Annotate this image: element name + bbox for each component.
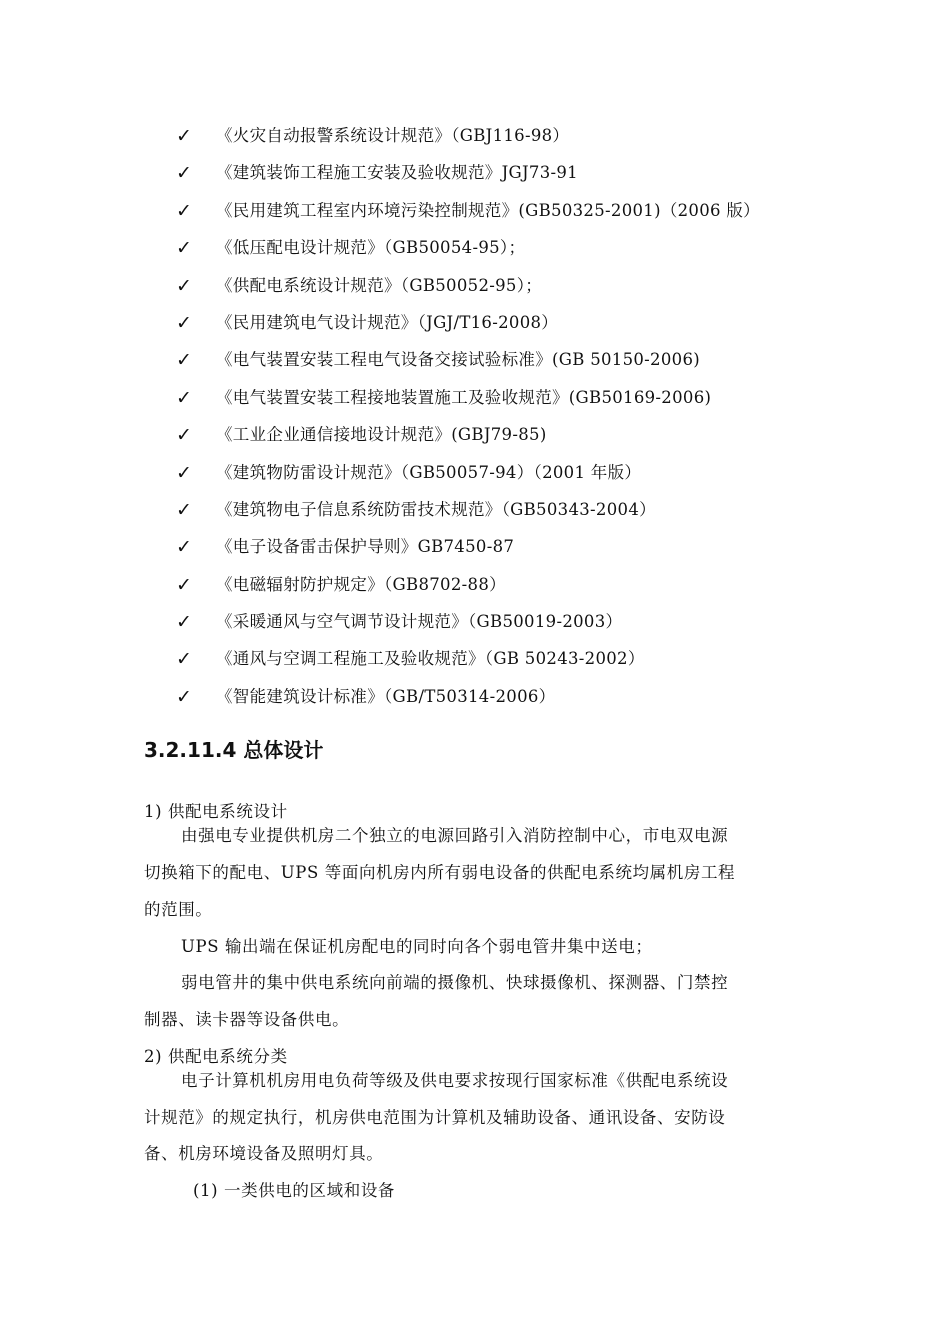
check-icon: ✓ [176,648,192,671]
paragraph-line: 弱电管井的集中供电系统向前端的摄像机、快球摄像机、探测器、门禁控 [181,973,729,992]
list-item [0,193,950,230]
section-heading: 3.2.11.4 总体设计 [144,738,324,762]
paragraph-line: 制器、读卡器等设备供电。 [144,1010,350,1029]
sub-item-title: (1) 一类供电的区域和设备 [193,1181,396,1200]
standard-text: 《电磁辐射防护规定》（GB8702-88） [216,574,506,594]
list-item [0,380,950,417]
check-icon: ✓ [176,611,192,634]
check-icon: ✓ [176,685,192,708]
list-item [0,155,950,192]
list-item [0,118,950,155]
list-item [0,604,950,641]
paragraph-line: 备、机房环境设备及照明灯具。 [144,1144,384,1163]
check-icon: ✓ [176,311,192,334]
standard-text: 《通风与空调工程施工及验收规范》（GB 50243-2002） [216,649,645,669]
check-icon: ✓ [176,125,192,147]
check-icon: ✓ [176,237,192,260]
check-icon: ✓ [176,461,192,484]
standard-text: 《电气装置安装工程电气设备交接试验标准》(GB 50150-2006) [216,350,700,370]
check-icon: ✓ [176,498,192,521]
standard-text: 《建筑装饰工程施工安装及验收规范》JGJ73-91 [216,163,578,183]
list-item [0,529,950,566]
paragraph-line: 切换箱下的配电、UPS 等面向机房内所有弱电设备的供配电系统均属机房工程 [144,863,736,882]
check-icon: ✓ [176,274,192,297]
paragraph-line: UPS 输出端在保证机房配电的同时向各个弱电管井集中送电； [181,937,653,956]
standard-text: 《工业企业通信接地设计规范》(GBJ79-85) [216,425,547,445]
standard-text: 《建筑物电子信息系统防雷技术规范》（GB50343-2004） [216,499,656,519]
standard-text: 《智能建筑设计标准》（GB/T50314-2006） [216,686,556,706]
check-icon: ✓ [176,199,192,222]
check-icon: ✓ [176,386,192,409]
list-item [0,268,950,305]
check-icon: ✓ [176,536,192,559]
list-item [0,679,950,716]
list-item [0,230,950,267]
standard-text: 《民用建筑电气设计规范》（JGJ/T16-2008） [216,312,559,332]
paragraph-line: 由强电专业提供机房二个独立的电源回路引入消防控制中心，市电双电源 [181,826,729,845]
standard-text: 《低压配电设计规范》（GB50054-95）； [216,238,526,258]
standards-list [0,118,950,716]
standard-text: 《供配电系统设计规范》（GB50052-95）； [216,275,543,295]
list-item [0,455,950,492]
standard-text: 《建筑物防雷设计规范》（GB50057-94）（2001 年版） [216,462,642,482]
list-item [0,567,950,604]
paragraph-line: 电子计算机机房用电负荷等级及供电要求按现行国家标准《供配电系统设 [181,1071,729,1090]
check-icon: ✓ [176,349,192,372]
check-icon: ✓ [176,573,192,596]
subsection-title-power-design: 1) 供配电系统设计 [144,802,288,821]
standard-text: 《电子设备雷击保护导则》GB7450-87 [216,537,515,557]
check-icon: ✓ [176,162,192,185]
list-item [0,641,950,678]
list-item [0,305,950,342]
subsection-title-power-classification: 2) 供配电系统分类 [144,1047,288,1066]
list-item [0,342,950,379]
standard-text: 《火灾自动报警系统设计规范》（GBJ116-98） [216,126,570,145]
list-item [0,492,950,529]
paragraph-line: 计规范》的规定执行，机房供电范围为计算机及辅助设备、通讯设备、安防设 [144,1108,726,1127]
list-item [0,417,950,454]
paragraph-line: 的范围。 [144,900,213,919]
standard-text: 《电气装置安装工程接地装置施工及验收规范》(GB50169-2006) [216,387,712,407]
check-icon: ✓ [176,424,192,447]
standard-text: 《采暖通风与空气调节设计规范》（GB50019-2003） [216,612,623,632]
standard-text: 《民用建筑工程室内环境污染控制规范》(GB50325-2001)（2006 版） [216,200,760,220]
